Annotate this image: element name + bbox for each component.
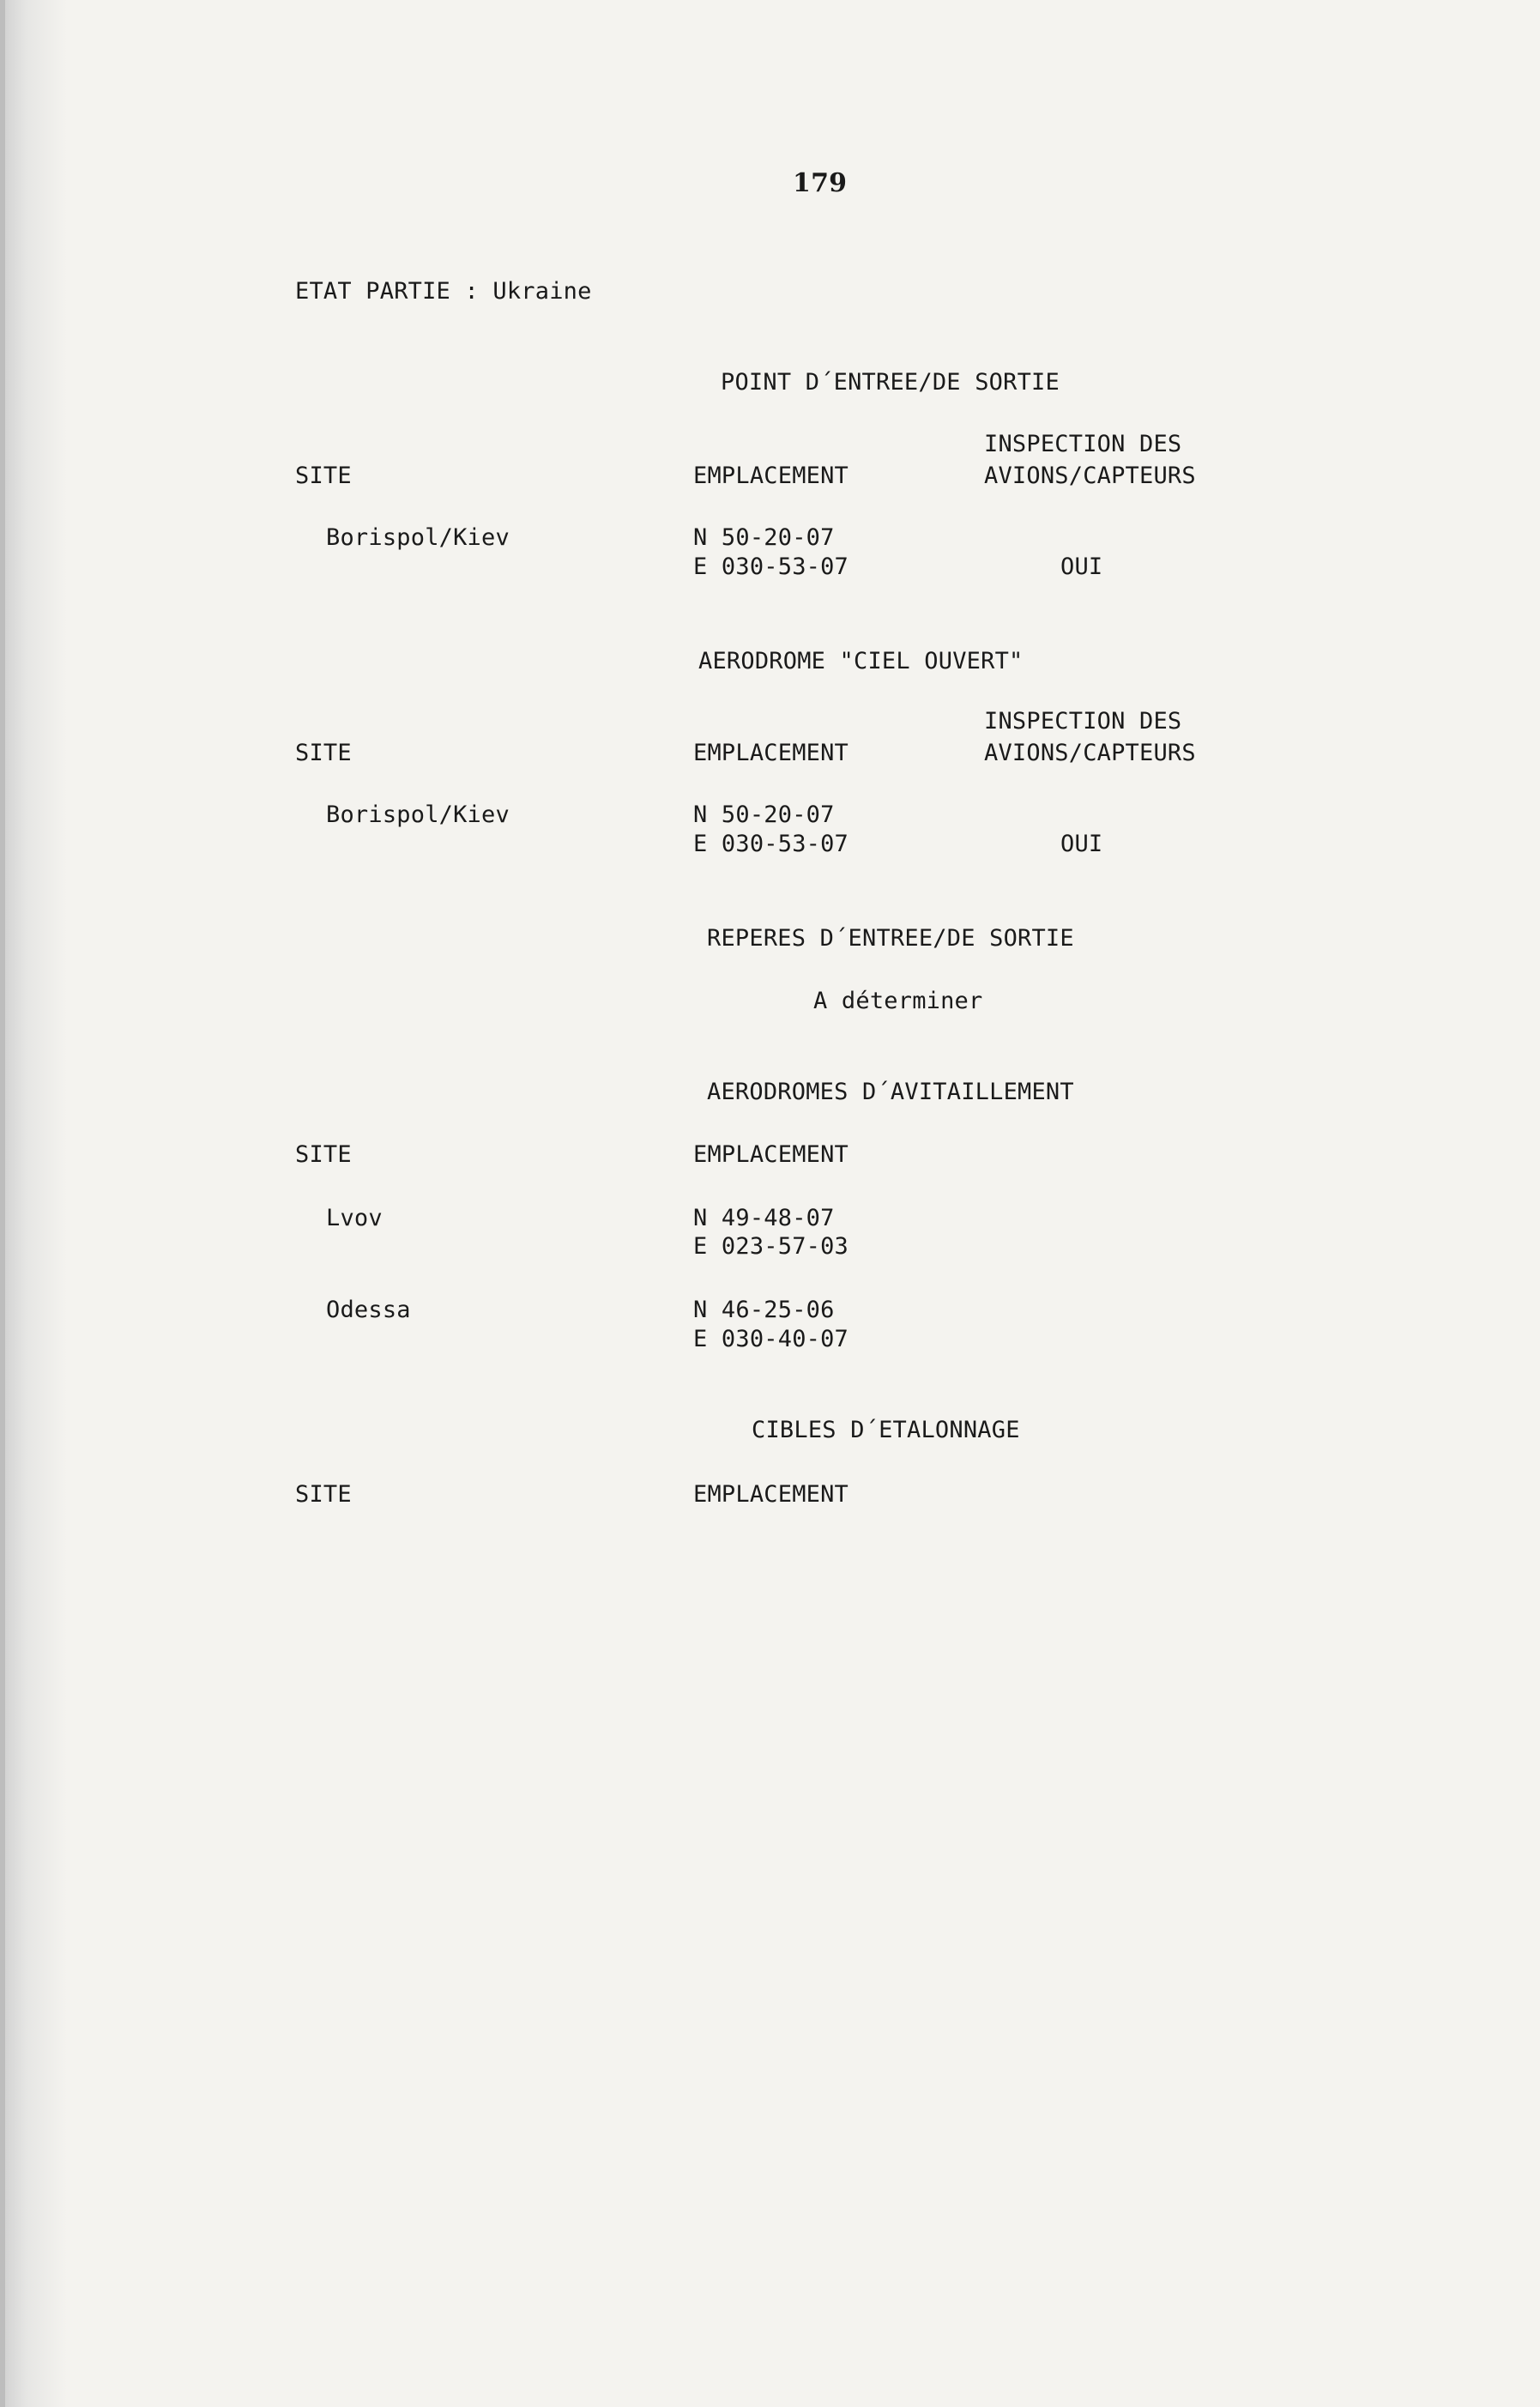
osa-heading: AERODROME "CIEL OUVERT" — [698, 648, 1024, 674]
poe-row-inspection: OUI — [1060, 553, 1103, 580]
calibration-col-location: EMPLACEMENT — [693, 1481, 849, 1508]
page-binding-shadow — [0, 0, 67, 2407]
refuel-heading: AERODROMES D´AVITAILLEMENT — [707, 1079, 1074, 1105]
osa-col-site: SITE — [295, 740, 352, 766]
osa-row-inspection: OUI — [1060, 831, 1103, 857]
poe-col-site: SITE — [295, 463, 352, 489]
refuel-row-site: Lvov — [326, 1205, 383, 1231]
state-party-label: ETAT PARTIE : Ukraine — [295, 278, 592, 305]
poe-col-location: EMPLACEMENT — [693, 463, 849, 489]
osa-col-inspection-2: AVIONS/CAPTEURS — [984, 740, 1196, 766]
refuel-row-lon: E 030-40-07 — [693, 1326, 849, 1352]
refuel-row-lat: N 49-48-07 — [693, 1205, 835, 1231]
calibration-heading: CIBLES D´ETALONNAGE — [752, 1417, 1020, 1443]
osa-row-site: Borispol/Kiev — [326, 801, 510, 828]
poe-heading: POINT D´ENTREE/DE SORTIE — [721, 369, 1060, 396]
osa-col-location: EMPLACEMENT — [693, 740, 849, 766]
osa-row-lat: N 50-20-07 — [693, 801, 835, 828]
osa-row-lon: E 030-53-07 — [693, 831, 849, 857]
poe-row-lat: N 50-20-07 — [693, 524, 835, 551]
fixes-heading: REPERES D´ENTREE/DE SORTIE — [707, 925, 1074, 952]
page-number: 179 — [793, 168, 848, 198]
refuel-col-location: EMPLACEMENT — [693, 1141, 849, 1168]
poe-col-inspection-1: INSPECTION DES — [984, 431, 1182, 457]
osa-col-inspection-1: INSPECTION DES — [984, 708, 1182, 735]
calibration-col-site: SITE — [295, 1481, 352, 1508]
refuel-row-lon: E 023-57-03 — [693, 1233, 849, 1260]
refuel-row-lat: N 46-25-06 — [693, 1297, 835, 1323]
refuel-row-site: Odessa — [326, 1297, 411, 1323]
page-binding-edge — [0, 0, 5, 2407]
poe-row-site: Borispol/Kiev — [326, 524, 510, 551]
refuel-col-site: SITE — [295, 1141, 352, 1168]
fixes-value: A déterminer — [813, 988, 983, 1014]
poe-col-inspection-2: AVIONS/CAPTEURS — [984, 463, 1196, 489]
poe-row-lon: E 030-53-07 — [693, 553, 849, 580]
